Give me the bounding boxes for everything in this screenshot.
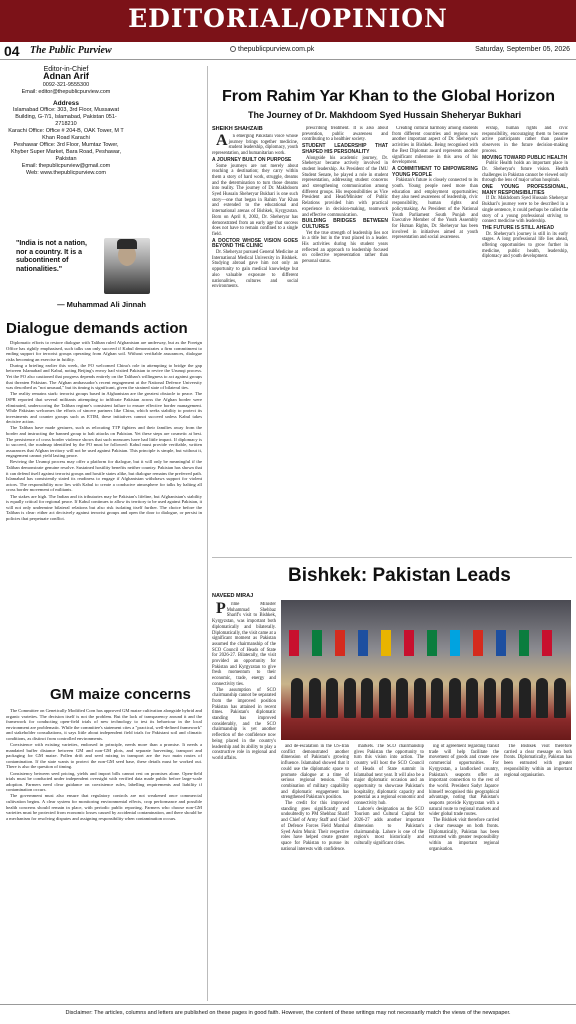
leader-figure — [449, 678, 461, 718]
editor-name: Adnan Arif — [43, 71, 89, 81]
quote-author: — Muhammad Ali Jinnah — [57, 300, 146, 309]
leader-figure — [414, 678, 426, 718]
feature-paragraph: Creating cultural harmony among students from different countries and regions was another important aspect of Dr. Sheheryar's activities in Bishkek. Being recognised with the Best Diplomat award represents another significant milestone in this area of his development. — [392, 126, 478, 166]
section-masthead — [0, 0, 576, 42]
bishkek-paragraph: Lahore's designation as the SCO Tourism and Cultural Capital for 2026-27 adds another important dimension to Pakistan's chairmanship. Lahore is one of the region's most historically and culturally significant cities. — [354, 806, 424, 846]
flag — [519, 630, 529, 656]
globe-icon — [230, 46, 236, 52]
feature-paragraph: A n emerging Pakistani voice whose journey brings together medicine, student leadership, diplomacy, youth representation, and humanitarian work. — [212, 134, 298, 157]
flag — [542, 630, 552, 656]
leader-figure — [309, 678, 321, 718]
bishkek-paragraph: The Bishkek visit therefore carried a clear message on both fronts. Diplomatically, Pakistan has been entrusted with greater responsibility within an important regional organisation. — [429, 818, 499, 852]
feature-paragraph: Public Health holds an important place in Dr. Sheheryar's future vision. Health challenges in Pakistan cannot be viewed only through the lens of major urban hospitals. — [482, 161, 568, 184]
editor-email[interactable]: Email: editor@thepublicpurview.com — [21, 89, 111, 95]
gm-paragraph: The government must also ensure that regulatory controls are not weakened once commercial cultivation begins. A clear system for monitoring environmental effects, crop performance and possible health concerns should remain in place, with periodic public reporting. Farmers who choose non-GM varieties must be protected from economic losses caused by accidental contamination, and there should be a mechanism for resolving disputes and assigning responsibility when contamination occurs. — [6, 793, 202, 821]
feature-paragraph: Yet the true strength of leadership lies not in a title but in the trust placed in a leader. His activities during his student years reflected an approach to leadership focused on collective representation rather than personal status. — [302, 230, 388, 265]
flag — [496, 630, 506, 656]
bishkek-paragraph: and de-escalation in the US-Iran conflict demonstrated another dimension of Pakistan's growing influence. Islamabad showed that it could use the diplomatic space to promote dialogue at a time of serious regional tension. This combination of military capability and diplomatic engagement has strengthened Pakistan's position. — [281, 744, 349, 801]
feature-column — [302, 126, 388, 550]
gm-paragraph: Consistency between seed pricing, yields and import bills cannot rest on promises alone. Open-field trials must be conducted under independent oversight with verified data made public before large-scale adoption. Farmers need clear guidance on coexistence rules, labelling requirements and liability if contamination occurs. — [6, 770, 202, 793]
editor-info-box — [6, 66, 126, 177]
website-text: thepublicpurview.com.pk — [238, 46, 315, 53]
paper-name: The Public Purview — [30, 45, 112, 56]
dialogue-paragraph: During a briefing earlier this week, the FO welcomed China's role in attempting to bridge the gap between Islamabad and Kabul, noting Beijing's envoy had visited Pakistan to revive the Urumqi process. Yet the FO also cautioned that progress depends entirely on the Taliban's willingness to act against groups that threaten Pakistan. The Afghan ambassador's recent engagement at the National Defence University was described as "not unusual," but its timing is significant, given the strained state of bilateral ties. — [6, 362, 202, 391]
editor-label: Editor-in-Chief — [43, 66, 89, 73]
flag — [289, 630, 299, 656]
bishkek-paragraph: The assumption of SCO chairmanship cannot be separated from the improved position Pakistan has attained in recent times. Pakistan's diplomatic standing has improved considerably, and the SCO chairmanship is yet another reflection of the confidence now being placed in the country's leadership and its ability to play a constructive role in regional and world affairs. — [212, 687, 276, 761]
info-bar — [0, 42, 576, 60]
dialogue-paragraph: Diplomatic efforts to restore dialogue with Taliban ruled Afghanistan are underway, but as the Foreign Office has rightly emphasised, such talks can only succeed if Kabul demonstrates a firm commitment to ending support for terrorist groups operating from Afghan soil. Without verifiable assurances, dialogue risks becoming an exercise in futility. — [6, 340, 202, 362]
leader-figure — [344, 678, 356, 718]
subheading: A JOURNEY BUILT ON PURPOSE — [212, 156, 292, 163]
feature-column — [392, 126, 478, 550]
leader-figure — [554, 678, 566, 718]
dialogue-paragraph: The stakes are high. The Indian and its tributaries may be Pakistan's lifeline, but Afghanistan's stability is equally critical for regional peace. If Kabul continues to allow its territory to be used against Pakistan, it will not only undermine bilateral relations but also risk isolating itself further. The choice before the Taliban is clear: either act decisively against terrorist groups and open the door to dialogue, or persist in policies that perpetuate conflict. — [6, 493, 202, 521]
column-divider — [207, 66, 208, 1001]
flag — [381, 630, 391, 656]
portrait-cap — [117, 239, 137, 249]
quote-text: "India is not a nation, nor a country. It is a subcontinent of nationalities." — [16, 240, 87, 273]
section-title: EDITORIAL/OPINION — [128, 4, 448, 33]
gm-paragraph: Coexistence with existing varieties, endorsed in principle, needs more than a promise. It needs a mandated buffer distance between GM and non-GM plots, and separate harvesting, transport and packaging for GM maize. Pollen drift and seed mixing in transport are the two main routes of contamination. If the state wants to protect the non-GM seed base, these details must be worked out. There is also the question of timing. — [6, 742, 202, 770]
feature-paragraph: Dr. Sheheryar's journey is still in its early stages. A long professional life lies ahead, offering opportunities to grow further in medicine, public health, leadership, diplomacy and youth development. — [482, 231, 568, 260]
leader-figure — [484, 678, 496, 718]
feature-column — [482, 126, 568, 550]
dialogue-paragraph: The reality remains stark: terrorist groups based in Afghanistan are the greatest obstacle to peace. The ISPR reported that several militants attempting to infiltrate Pakistan across the Afghan border were eliminated, underscoring the Taliban regime's consistent failure to ensure effective border management. While Pakistan welcomes the efforts of sincere partners like China, which seeks stability to protect its investments and counter groups such as ETIM, these initiatives cannot succeed unless Kabul takes decisive action. — [6, 391, 202, 425]
office-email[interactable]: Email: thepublicpurview@gmail.com — [21, 163, 111, 169]
flag — [312, 630, 322, 656]
flag — [450, 630, 460, 656]
gm-paragraph: The Committee on Genetically Modified Corn has approved GM maize cultivation alongside hybrid and organic varieties. The decision itself is not the problem. But the lack of transparency around it and the framework for conducting open-field trials of new technology to test its behaviour in the local environment are problematic. While the committee's statement cites a "practical, well-defined framework" and stakeholder consultations, it says little about independent field trials for Pakistani soil and climatic conditions, as distinct from controlled environments. — [6, 708, 202, 741]
leader-figure — [291, 678, 303, 718]
summit-photo — [281, 600, 571, 740]
flag — [404, 630, 414, 656]
subheading: THE FUTURE IS STILL AHEAD — [482, 224, 554, 231]
feature-subtitle: The Journey of Dr. Makhdoom Syed Hussain Sheheryar Bukhari — [248, 110, 522, 120]
bishkek-column — [212, 602, 276, 1000]
flag — [335, 630, 345, 656]
subheading: ONE YOUNG PROFESSIONAL, MANY RESPONSIBILITIES — [482, 184, 568, 196]
gm-headline: GM maize concerns — [50, 686, 191, 703]
leader-figure — [536, 678, 548, 718]
flag — [427, 630, 437, 656]
feature-paragraph: ership, human rights and civic responsibility, encouraging them to become active participants rather than passive observers in the future decision-making process. — [482, 126, 568, 154]
bishkek-column — [504, 744, 572, 1000]
page-number: 04 — [4, 43, 20, 59]
bishkek-paragraph: The credit for this improved standing goes significantly and undoubtedly to PM Shehbaz Sharif and Chief of Army Staff and Chief of Defence Forces Field Marshal Syed Asim Munir. Their respective roles have helped create greater space for Pakistan to pursue its national interests with confidence. — [281, 801, 349, 852]
drop-cap: P — [216, 602, 226, 617]
flag — [358, 630, 368, 656]
flag — [473, 630, 483, 656]
bishkek-byline: NAVEED MIRAJ — [212, 593, 254, 599]
feature-paragraph: Pakistan's future is closely connected to its youth. Young people need more than education and employment opportunities; they also need awareness of leadership, civic responsibility, human rights and policymaking. As President of the National Youth Parliament South Punjab and Executive Member of the Youth Assembly for Human Rights, Dr. Sheheryar has been involved in initiatives aimed at youth representation and social awareness. — [392, 178, 478, 241]
peshawar-address: Peshawar Office: 3rd Floor, Mumtaz Tower, Khyber Super Market, Bara Road, Peshawar, Pakistan — [10, 142, 122, 162]
dialogue-headline: Dialogue demands action — [6, 320, 188, 337]
drop-cap: A — [216, 134, 228, 149]
dialogue-paragraph: Reviving the Urumqi process may offer a platform for dialogue, but it will only be meaningful if the Taliban demonstrate genuine resolve. Sustained hostility benefits neither country. Pakistan has shown that it can defend itself against terrorist groups and hostile states alike, but dialogue remains the preferred path. Islamabad has consistently stated its readiness to engage if Afghanistan withdraws support for violent actors. The responsibility now lies with Kabul to create a conducive atmosphere for talks by halting all cross border movement of militants. — [6, 459, 202, 493]
jinnah-portrait — [104, 238, 150, 294]
feature-column — [212, 134, 298, 550]
issue-date: Saturday, September 05, 2026 — [475, 46, 570, 53]
feature-paragraph: prescribing treatment. It is also about prevention, public awareness and contributing to a healthier society. — [302, 126, 388, 143]
office-web[interactable]: Web: www.thepublicpurview.com — [26, 170, 106, 176]
dialogue-body — [6, 340, 202, 676]
feature-paragraph: Dr. Sheheryar pursued General Medicine at International Medical University in Bishkek. Studying abroad gave him not only an opportunity to gain medical knowledge but also valuable exposure to different nationalities, cultures and social environments. — [212, 250, 298, 290]
subheading: MOVING TOWARD PUBLIC HEALTH — [482, 154, 568, 161]
subheading: A DOCTOR WHOSE VISION GOES BEYOND THE CLINIC — [212, 237, 298, 250]
leader-figure — [466, 678, 478, 718]
leader-figure — [501, 678, 513, 718]
bishkek-title: Bishkek: Pakistan Leads — [288, 565, 511, 586]
bishkek-paragraph: markets. The SCO chairmanship gives Pakistan the opportunity to turn this vision into action. The country will host the SCO Council of Heads of State summit in Islamabad next year. It will also be a major diplomatic occasion and an opportunity to showcase Pakistan's hospitality, diplomatic capacity and potential as a regional economic and connectivity hub. — [354, 744, 424, 807]
quote-box — [6, 236, 148, 316]
bishkek-column — [281, 744, 349, 1000]
subheading: A COMMITMENT TO EMPOWERING YOUNG PEOPLE — [392, 165, 478, 178]
section-divider — [212, 557, 572, 558]
website-line[interactable] — [230, 46, 314, 53]
leader-figure — [519, 678, 531, 718]
karachi-address: Karachi Office: Office # 204-B, OAK Tower, M T Khan Road Karachi — [8, 128, 124, 141]
feature-title: From Rahim Yar Khan to the Global Horizon — [222, 88, 556, 105]
bishkek-paragraph: The Bishkek visit therefore carried a clear message on both fronts. Diplomatically, Pakistan has been entrusted with greater responsibility within an important regional organisation. — [504, 744, 572, 778]
leader-figure — [326, 678, 338, 718]
dialogue-paragraph: The Taliban have made gestures, such as relocating TTP fighters and their families away from the border and instructing the banned group to halt attacks on Pakistan. Yet these steps are cosmetic at best. The persistence of cross border violence shows that such measures have had little impact. If diplomacy is to succeed, the roadmap identified by the FO must be followed: Kabul must provide verifiable, written assurances that Afghan territory will not be used against Pakistan. This principle is simple, but without it, engagement cannot yield lasting peace. — [6, 425, 202, 459]
feature-paragraph: Alongside his academic journey, Dr. Sheheryar became actively involved in student leadership. As President of the IMU Student Senate, he played a role in student representation, addressing student concerns and strengthening communication among different groups. His responsibilities as Vice President and Head/Minister of Public Relations provided him with practical experience in decision-making, teamwork and effective communication. — [302, 155, 388, 218]
islamabad-address: Islamabad Office: 303, 3rd Floor, Mussawat Building, G-7/1, Islamabad, Pakistan 051-2718210 — [13, 107, 119, 127]
leader-figure — [396, 678, 408, 718]
bishkek-paragraph: P rime Minister Muhammad Shehbaz Sharif's visit to Bishkek, Kyrgyzstan, was important both diplomatically and bilaterally. Diplomatically, the visit came at a significant moment as Pakistan assumed the chairmanship of the SCO Council of Heads of State for 2026-27. Bilaterally, the visit provided an opportunity for Pakistan and Kyrgyzstan to give fresh momentum to their economic, trade, energy and connectivity ties. — [212, 602, 276, 687]
subheading: BUILDING BRIDGES BETWEEN CULTURES — [302, 218, 388, 230]
bishkek-column — [354, 744, 424, 1000]
leader-figure — [361, 678, 373, 718]
disclaimer: Disclaimer: The articles, columns and letters are published on these pages in good faith. However, the content of these writings may not necessarily match the views of the newspaper. — [0, 1004, 576, 1024]
bishkek-column — [429, 744, 499, 1000]
feature-byline: SHEIKH SHAHZAIB — [212, 126, 263, 132]
feature-paragraph: If Dr. Makhdoom Syed Hussain Sheheryar Bukhari's journey were to be described in a single sentence, it could perhaps be called the story of a young professional striving to connect medicine with leadership. — [482, 196, 568, 225]
address-heading: Address — [52, 100, 79, 107]
bishkek-paragraph: ing of agreement regarding transit trade will help facilitate the movement of goods and create new commercial opportunities. For Kyrgyzstan, a landlocked country, Pakistan's seaports offer an important connection to the rest of the world. President Sadyr Japarov himself recognised this geographical advantage, noting that Pakistan's seaports provide Kyrgyzstan with a natural route to regional markets and wider global trade routes. — [429, 744, 499, 818]
editor-phone: 0092-321-9555300 — [42, 82, 90, 88]
leader-figure — [431, 678, 443, 718]
feature-paragraph: Some journeys are not merely about reaching a destination; they carry within them a story of hard work, struggle, dreams and the determination to turn those dreams into reality. The journey of Dr. Makhdoom Syed Hussain Sheheryar Bukhari is one such story—one that began in Rahim Yar Khan and extended to the educational and international arenas of Bishkek, Kyrgyzstan. Born on April 8, 2002, Dr. Sheheryar has demonstrated from an early age that success does not have to remain confined to a single field. — [212, 163, 298, 237]
leader-figure — [379, 678, 391, 718]
subheading: STUDENT LEADERSHIP THAT SHAPED HIS PERSONALITY — [302, 143, 388, 155]
gm-body — [6, 708, 202, 998]
